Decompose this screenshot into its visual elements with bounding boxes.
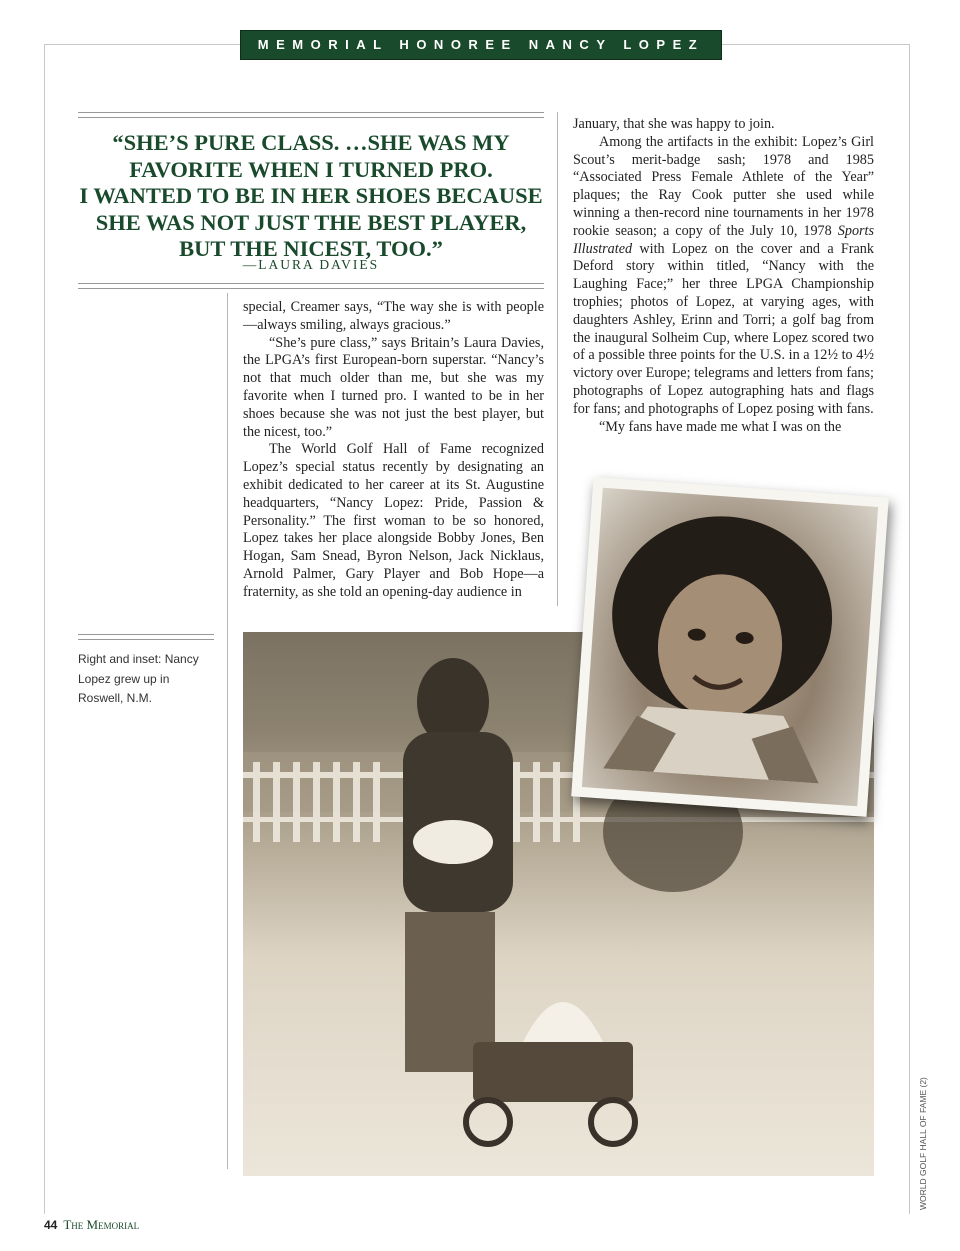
pullquote-line: BUT THE NICEST, TOO.” [179,236,443,261]
portrait-image [582,488,878,807]
column-divider [557,112,558,606]
section-header: MEMORIAL HONOREE NANCY LOPEZ [240,30,722,60]
body-column-right [573,116,874,436]
column-divider-left [227,293,228,1169]
caption-rule [78,634,214,640]
pullquote-line: “SHE’S PURE CLASS. …SHE WAS MY [112,130,510,155]
pullquote-line: SHE WAS NOT JUST THE BEST PLAYER, [95,209,527,235]
publication-name: The Memorial [63,1217,140,1232]
pullquote-attribution: —LAURA DAVIES [242,257,380,272]
photo-credit: WORLD GOLF HALL OF FAME (2) [918,1077,928,1210]
page-frame-right [909,44,910,1214]
magazine-title: Sports Illustrated [573,222,875,257]
paragraph-text: with Lopez on the cover and a Frank Deford story within titled, “Nancy with the Laughing Face;” her three LPGA Championship trophies; photos of Lopez, at varying ages, with daughters Ashley, Erinn and Torri; a golf bag from the inaugural Solheim Cup, where Lopez scored two of a possible three points for the U.S. in a 12½ to 4½ victory over Europe; telegrams and letters from fans; photographs of Lopez autographing hats and flags for fans; and photographs of Lopez posing with fans. [573,240,874,417]
pullquote-top-rule [78,112,544,118]
paragraph: The World Golf Hall of Fame recognized Lopez’s special status recently by designating an exhibit dedicated to her career at its St. Augustine headquarters, “Nancy Lopez: Pride, Passion & Personality.” The first woman to be so honored, Lopez takes her place alongside Bobby Jones, Ben Hogan, Sam Snead, Byron Nelson, Jack Nicklaus, Arnold Palmer, Gary Player and Bob Hope—a fraternity, as she told an opening-day audience in [243,441,544,600]
pullquote-bottom-rule [78,283,544,289]
page-frame-left [44,44,45,1214]
paragraph: “My fans have made me what I was on the [599,418,842,435]
portrait-illustration [583,488,858,785]
body-column-middle [243,299,544,602]
page-number: 44 [44,1218,58,1232]
page-footer [44,1217,139,1233]
photo-caption: Right and inset: Nancy Lopez grew up in Roswell, N.M. [78,652,199,705]
paragraph [573,134,874,419]
pullquote-line: FAVORITE WHEN I TURNED PRO. [129,156,493,182]
paragraph: “She’s pure class,” says Britain’s Laura Davies, the LPGA’s first European-born superstar. “Nancy’s not that much older than me, but she was my favorite when I turned pro. I wanted to be in her shoes because she was not just the best player, but the nicest, too.” [243,334,544,440]
paragraph-text: Among the artifacts in the exhibit: Lopez’s Girl Scout’s merit-badge sash; 1978 and 1985 “Associated Press Female Athlete of the Year” plaques; the Ray Cook putter she used while winning a then-record nine tournaments in her 1978 rookie season; a copy of the July 10, 1978 [573,133,874,239]
paragraph: January, that she was happy to join. [573,116,775,132]
pullquote-line: I WANTED TO BE IN HER SHOES BECAUSE [79,183,543,208]
photo-inset-portrait [571,477,889,817]
paragraph: special, Creamer says, “The way she is with people—always smiling, always gracious.” [243,299,544,333]
pullquote [78,130,544,263]
